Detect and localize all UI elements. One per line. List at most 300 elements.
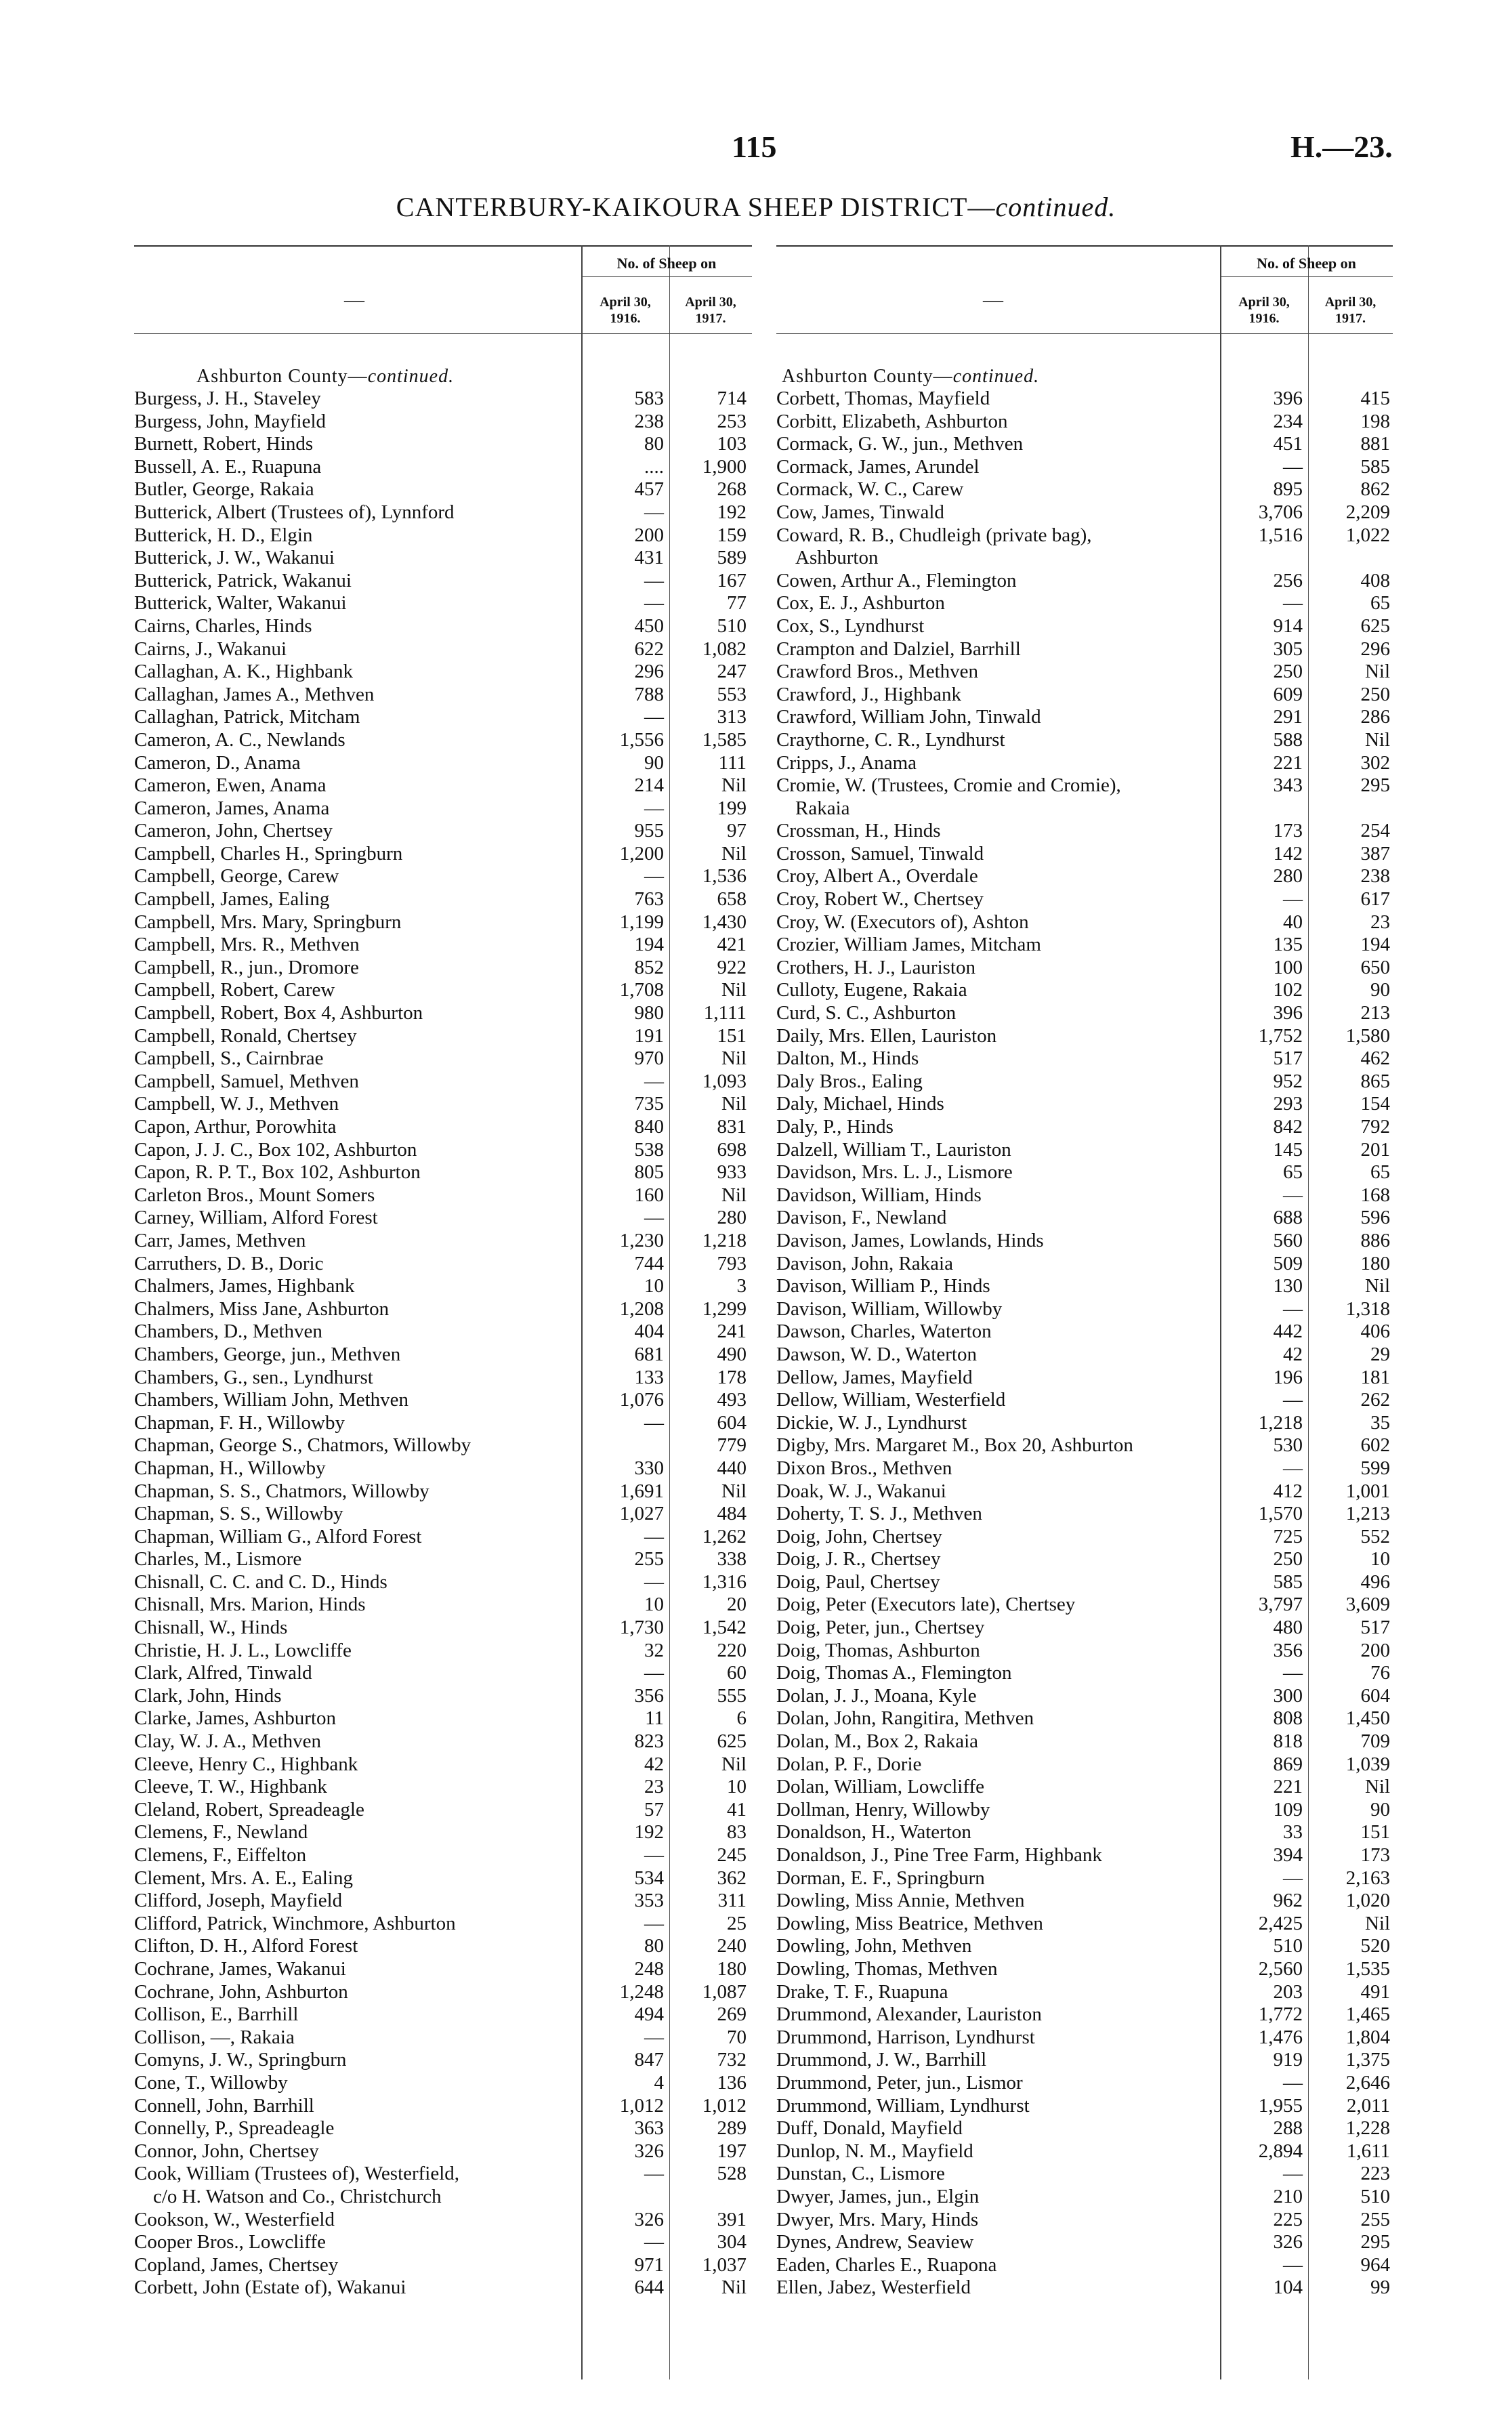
- entry-name: [776, 1389, 1215, 1412]
- entry-name: [134, 1844, 574, 1867]
- sheep-1917-value: 1,450: [1345, 1707, 1390, 1730]
- sheep-1917-value: 25: [727, 1912, 747, 1934]
- sheep-1916-value: 1,516: [1258, 524, 1303, 546]
- sheep-1916-value: 622: [634, 638, 664, 660]
- table-row: [134, 411, 752, 434]
- sheep-1917-value: 604: [717, 1411, 747, 1434]
- entry-name: [776, 1617, 1215, 1640]
- sheep-1917-value: 194: [1360, 934, 1390, 956]
- entry-name-line: Cairns, J., Wakanui: [134, 638, 287, 660]
- entry-name-line: Dellow, William, Westerfield: [776, 1389, 1006, 1411]
- entry-name: [776, 1412, 1215, 1435]
- table-row: [776, 1093, 1393, 1116]
- col2-line2: 1917.: [1335, 311, 1366, 326]
- entry-name-line: Clifton, D. H., Alford Forest: [134, 1935, 358, 1957]
- entry-name-line: Crawford, William John, Tinwald: [776, 706, 1041, 728]
- sheep-1917-value: 520: [1360, 1935, 1390, 1957]
- entry-name-line: Carney, William, Alford Forest: [134, 1207, 378, 1229]
- entry-name-line: Dowling, Thomas, Methven: [776, 1957, 998, 1980]
- entry-name-line: Cooper Bros., Lowcliffe: [134, 2231, 326, 2253]
- sheep-1916-value: 3,797: [1258, 1594, 1303, 1616]
- entry-name: [134, 2163, 574, 2208]
- sheep-1917-value: 254: [1360, 820, 1390, 842]
- table-row: [134, 1526, 752, 1549]
- table-row: [134, 911, 752, 934]
- left-rows: [134, 388, 752, 2300]
- entry-name: [134, 524, 574, 547]
- sheep-1916-value: 2,425: [1258, 1912, 1303, 1934]
- entry-name: [134, 1207, 574, 1230]
- sheep-1916-value: 10: [644, 1594, 664, 1616]
- entry-name-line: Cairns, Charles, Hinds: [134, 615, 312, 637]
- entry-name-line: Chapman, F. H., Willowby: [134, 1411, 345, 1434]
- entry-name-line: Chapman, S. S., Chatmors, Willowby: [134, 1480, 429, 1502]
- sheep-1916-value: 394: [1273, 1844, 1303, 1866]
- entry-name: [776, 2117, 1215, 2140]
- entry-name: [134, 1139, 574, 1162]
- sheep-1916-value: 1,570: [1258, 1503, 1303, 1525]
- sheep-1917-value: 213: [1360, 1002, 1390, 1024]
- entry-name-line: Clay, W. J. A., Methven: [134, 1730, 322, 1753]
- entry-name-line: Campbell, Mrs. Mary, Springburn: [134, 911, 402, 933]
- entry-name-line: Campbell, James, Ealing: [134, 888, 330, 911]
- entry-name-line: Carruthers, D. B., Doric: [134, 1252, 324, 1274]
- table-row: [776, 2163, 1393, 2186]
- sheep-1917-value: 181: [1360, 1366, 1390, 1388]
- name-column-header: —: [344, 289, 364, 311]
- entry-name: [776, 1913, 1215, 1936]
- page-reference: H.—23.: [1290, 129, 1393, 164]
- table-row: [776, 2003, 1393, 2026]
- table-row: [134, 1230, 752, 1253]
- entry-name: [134, 1047, 574, 1070]
- sheep-1916-value: 173: [1273, 820, 1303, 842]
- entry-name: [134, 2026, 574, 2050]
- entry-name-line: Dwyer, James, jun., Elgin: [776, 2185, 980, 2207]
- entry-name: [134, 1002, 574, 1025]
- entry-name-line: Burgess, John, Mayfield: [134, 410, 327, 432]
- table-row: [134, 1161, 752, 1184]
- table-row: [776, 638, 1393, 661]
- table-row: [134, 2140, 752, 2163]
- table-row: [134, 774, 752, 797]
- sheep-1916-value: —: [1283, 888, 1303, 911]
- sheep-1917-value: 862: [1360, 478, 1390, 501]
- sheep-1916-value: —: [1283, 1457, 1303, 1479]
- entry-name: [776, 706, 1215, 729]
- sheep-1917-value: 698: [717, 1138, 747, 1161]
- entry-name: [776, 1047, 1215, 1070]
- sheep-1917-value: 1,001: [1345, 1480, 1390, 1502]
- sheep-1917-value: 247: [717, 661, 747, 683]
- entry-name-line: Chapman, H., Willowby: [134, 1457, 326, 1479]
- sheep-1917-value: 585: [1360, 455, 1390, 478]
- sheep-1917-value: 440: [717, 1457, 747, 1479]
- entry-name: [776, 1526, 1215, 1549]
- sheep-1916-value: —: [644, 797, 664, 819]
- entry-name: [134, 638, 574, 661]
- sheep-1916-value: 288: [1273, 2117, 1303, 2140]
- entry-name: [776, 1753, 1215, 1776]
- table-row: [134, 1662, 752, 1685]
- entry-name: [776, 774, 1215, 820]
- entry-name: [134, 1594, 574, 1617]
- sheep-1917-value: 180: [717, 1957, 747, 1980]
- table-row: [134, 2209, 752, 2232]
- table-row: [134, 1821, 752, 1844]
- sheep-1917-value: 90: [1370, 1798, 1390, 1821]
- entry-name: [776, 1298, 1215, 1321]
- sheep-1916-value: —: [644, 2231, 664, 2253]
- sheep-1916-value: 1,230: [619, 1229, 664, 1251]
- entry-name-line: Campbell, W. J., Methven: [134, 1093, 339, 1115]
- sheep-1916-value: 293: [1273, 1093, 1303, 1115]
- entry-name: [776, 2049, 1215, 2072]
- sheep-1916-value: —: [1283, 1662, 1303, 1684]
- entry-name-line: Doig, Thomas, Ashburton: [776, 1639, 980, 1661]
- sheep-1916-value: 818: [1273, 1730, 1303, 1753]
- table-row: [134, 1685, 752, 1708]
- sheep-1917-value: Nil: [721, 979, 747, 1001]
- sheep-1916-value: 238: [634, 410, 664, 432]
- table-row: [776, 1025, 1393, 1048]
- sheep-1917-value: 295: [1360, 774, 1390, 797]
- sheep-1917-value: 1,262: [702, 1525, 747, 1547]
- county-name: Ashburton County—: [782, 366, 953, 387]
- sheep-1917-value: 1,022: [1345, 524, 1390, 546]
- table-row: [134, 1207, 752, 1230]
- entry-name-line: Drummond, Peter, jun., Lismor: [776, 2071, 1023, 2094]
- sheep-1917-value: 180: [1360, 1252, 1390, 1274]
- entry-name-line: Clemens, F., Eiffelton: [134, 1844, 307, 1866]
- sheep-1916-value: 330: [634, 1457, 664, 1479]
- entry-name-line: Butler, George, Rakaia: [134, 478, 314, 501]
- entry-name: [134, 2095, 574, 2118]
- entry-name-line: Carleton Bros., Mount Somers: [134, 1184, 375, 1206]
- entry-name: [776, 1480, 1215, 1503]
- entry-name-line: Capon, R. P. T., Box 102, Ashburton: [134, 1161, 421, 1184]
- table-row: [776, 1981, 1393, 2004]
- sheep-1916-value: 688: [1273, 1207, 1303, 1229]
- table-row: [776, 661, 1393, 684]
- entry-name-line: Dorman, E. F., Springburn: [776, 1867, 985, 1889]
- entry-name-line: Butterick, J. W., Wakanui: [134, 547, 335, 569]
- sheep-1916-value: —: [1283, 592, 1303, 615]
- sheep-1916-value: —: [1283, 2071, 1303, 2094]
- table-row: [134, 1321, 752, 1344]
- sheep-1917-value: 1,318: [1345, 1297, 1390, 1320]
- sheep-1916-value: 1,208: [619, 1297, 664, 1320]
- entry-name: [134, 592, 574, 615]
- sheep-1917-value: 3: [736, 1275, 747, 1297]
- sheep-1917-value: 269: [717, 2003, 747, 2026]
- entry-name: [134, 1935, 574, 1958]
- entry-name-line: Christie, H. J. L., Lowcliffe: [134, 1639, 352, 1661]
- table-row: [134, 1389, 752, 1412]
- entry-name: [134, 1640, 574, 1663]
- table-row: [134, 2072, 752, 2095]
- table-row: [776, 934, 1393, 957]
- entry-name: [134, 1253, 574, 1276]
- table-row: [776, 888, 1393, 911]
- column-1917-header: [1308, 294, 1393, 327]
- entry-name-line: Doig, Paul, Chertsey: [776, 1571, 940, 1593]
- sheep-1916-value: 962: [1273, 1890, 1303, 1912]
- sheep-1917-value: Nil: [1364, 728, 1390, 751]
- sheep-1916-value: 196: [1273, 1366, 1303, 1388]
- sheep-1917-value: 552: [1360, 1525, 1390, 1547]
- sheep-1917-value: 60: [727, 1662, 747, 1684]
- table-row: [776, 2276, 1393, 2300]
- entry-name: [776, 2276, 1215, 2300]
- entry-name-line: Davison, John, Rakaia: [776, 1252, 953, 1274]
- sheep-1917-value: 1,535: [1345, 1957, 1390, 1980]
- sheep-1916-value: 1,556: [619, 728, 664, 751]
- table-row: [776, 1753, 1393, 1776]
- entry-name-line: Daly Bros., Ealing: [776, 1070, 923, 1092]
- sheep-1917-value: 302: [1360, 751, 1390, 774]
- sheep-1917-value: 604: [1360, 1684, 1390, 1707]
- entry-name-line: Clifford, Patrick, Winchmore, Ashburton: [134, 1912, 456, 1934]
- sheep-1916-value: 300: [1273, 1684, 1303, 1707]
- entry-name: [134, 1958, 574, 1981]
- table-row: [776, 1548, 1393, 1571]
- sheep-1917-value: 1,804: [1345, 2026, 1390, 2048]
- entry-name-line: Cow, James, Tinwald: [776, 501, 944, 523]
- entry-name: [776, 1344, 1215, 1367]
- entry-name: [134, 1890, 574, 1913]
- entry-name: [776, 820, 1215, 843]
- entry-name: [134, 661, 574, 684]
- sheep-1916-value: 192: [634, 1821, 664, 1844]
- table-row: [776, 979, 1393, 1002]
- entry-name-line: Callaghan, Patrick, Mitcham: [134, 706, 360, 728]
- entry-name-line: Campbell, Robert, Carew: [134, 979, 335, 1001]
- entry-name-line: Doig, J. R., Chertsey: [776, 1548, 941, 1571]
- entry-name: [134, 2231, 574, 2254]
- sheep-1916-value: 2,560: [1258, 1957, 1303, 1980]
- entry-name-line: Davidson, William, Hinds: [776, 1184, 982, 1206]
- sheep-1916-value: 588: [1273, 728, 1303, 751]
- sheep-1917-value: 240: [717, 1935, 747, 1957]
- col1-line2: 1916.: [610, 311, 641, 326]
- table-row: [134, 1548, 752, 1571]
- entry-name: [776, 1116, 1215, 1139]
- entry-name-line: Dixon Bros., Methven: [776, 1457, 952, 1479]
- col2-line2: 1917.: [695, 311, 726, 326]
- sheep-1916-value: —: [644, 592, 664, 615]
- sheep-1917-value: Nil: [721, 1184, 747, 1206]
- entry-name-line: Burnett, Robert, Hinds: [134, 433, 314, 455]
- entry-name: [134, 615, 574, 638]
- sheep-1917-value: 10: [1370, 1548, 1390, 1571]
- sheep-1916-value: 4: [654, 2071, 664, 2094]
- entry-name-line: Crothers, H. J., Lauriston: [776, 956, 975, 978]
- sheep-1917-value: 1,299: [702, 1297, 747, 1320]
- sheep-1916-value: 919: [1273, 2049, 1303, 2071]
- entry-name: [134, 1526, 574, 1549]
- sheep-1916-value: 191: [634, 1024, 664, 1047]
- table-row: [776, 1457, 1393, 1480]
- sheep-1916-value: 214: [634, 774, 664, 797]
- sheep-1917-value: 496: [1360, 1571, 1390, 1593]
- entry-name: [776, 1093, 1215, 1116]
- entry-name: [134, 1321, 574, 1344]
- sheep-1917-value: 650: [1360, 956, 1390, 978]
- entry-name-line: Dowling, Miss Annie, Methven: [776, 1890, 1025, 1912]
- sheep-1917-value: 602: [1360, 1434, 1390, 1457]
- table-row: [776, 1526, 1393, 1549]
- table-row: [134, 1867, 752, 1890]
- entry-name-line: Crosson, Samuel, Tinwald: [776, 842, 984, 865]
- entry-name: [134, 1161, 574, 1184]
- table-row: [776, 1298, 1393, 1321]
- table-row: [134, 1412, 752, 1435]
- sheep-1917-value: 65: [1370, 592, 1390, 615]
- col2-line1: April 30,: [1324, 295, 1377, 310]
- table-row: [776, 1799, 1393, 1822]
- name-column-header: —: [983, 289, 1003, 311]
- sheep-1917-value: 1,611: [1346, 2140, 1390, 2162]
- table-row: [776, 1617, 1393, 1640]
- entry-name: [776, 570, 1215, 593]
- entry-name: [134, 2072, 574, 2095]
- column-1916-header: [581, 294, 669, 327]
- entry-name-line: Doherty, T. S. J., Methven: [776, 1503, 982, 1525]
- entry-name: [776, 1503, 1215, 1526]
- sheep-1916-value: 509: [1273, 1252, 1303, 1274]
- entry-name-line: Chambers, G., sen., Lyndhurst: [134, 1366, 373, 1388]
- table-row: [776, 570, 1393, 593]
- table-row: [776, 592, 1393, 615]
- entry-name: [134, 865, 574, 888]
- table-row: [776, 1685, 1393, 1708]
- entry-name-line: Chalmers, Miss Jane, Ashburton: [134, 1297, 390, 1320]
- table-row: [134, 1707, 752, 1730]
- table-row: [776, 2186, 1393, 2209]
- sheep-1917-value: 387: [1360, 842, 1390, 865]
- sheep-1917-value: 238: [1360, 865, 1390, 888]
- sheep-1917-value: 1,111: [703, 1002, 747, 1024]
- entry-name: [134, 1116, 574, 1139]
- entry-name-line: Dowling, Miss Beatrice, Methven: [776, 1912, 1043, 1934]
- entry-name-line: Clark, John, Hinds: [134, 1684, 282, 1707]
- entry-name: [776, 729, 1215, 752]
- sheep-1916-value: 805: [634, 1161, 664, 1184]
- sheep-1917-value: 280: [717, 1207, 747, 1229]
- entry-name-line: Campbell, Robert, Box 4, Ashburton: [134, 1002, 423, 1024]
- entry-name: [776, 1867, 1215, 1890]
- entry-name-line: Connor, John, Chertsey: [134, 2140, 319, 2162]
- table-top-rule: [134, 245, 752, 247]
- sheep-1916-value: 102: [1273, 979, 1303, 1001]
- entry-name-line: Drummond, Harrison, Lyndhurst: [776, 2026, 1035, 2048]
- entry-name-line: Chisnall, C. C. and C. D., Hinds: [134, 1571, 387, 1593]
- sheep-1917-value: 491: [1360, 1980, 1390, 2003]
- county-name: Ashburton County—: [196, 366, 368, 387]
- table-row: [134, 1844, 752, 1867]
- table-row: [776, 1002, 1393, 1025]
- sheep-1916-value: 451: [1273, 433, 1303, 455]
- entry-name: [776, 2231, 1215, 2254]
- entry-name: [134, 1662, 574, 1685]
- sheep-1916-value: 221: [1273, 1776, 1303, 1798]
- sheep-1916-value: 644: [634, 2276, 664, 2299]
- entry-name: [776, 1253, 1215, 1276]
- sheep-1917-value: 1,430: [702, 911, 747, 933]
- table-row: [776, 1116, 1393, 1139]
- entry-name-line: Callaghan, James A., Methven: [134, 683, 375, 705]
- table-row: [134, 1640, 752, 1663]
- sheep-1916-value: 534: [634, 1867, 664, 1889]
- table-row: [134, 888, 752, 911]
- table-row: [776, 1047, 1393, 1070]
- sheep-1916-value: 412: [1273, 1480, 1303, 1502]
- table-row: [776, 1412, 1393, 1435]
- table-row: [776, 1913, 1393, 1936]
- entry-name: [134, 706, 574, 729]
- entry-name: [134, 1412, 574, 1435]
- sheep-1917-value: 933: [717, 1161, 747, 1184]
- entry-name: [134, 1617, 574, 1640]
- entry-name: [776, 1139, 1215, 1162]
- entry-name-line: Cameron, John, Chertsey: [134, 820, 333, 842]
- entry-name: [134, 1184, 574, 1207]
- sheep-1916-value: 840: [634, 1116, 664, 1138]
- table-row: [776, 1867, 1393, 1890]
- sheep-1917-value: 1,039: [1345, 1753, 1390, 1775]
- sheep-1917-value: 1,536: [702, 865, 747, 888]
- table-row: [776, 1161, 1393, 1184]
- table-row: [134, 456, 752, 479]
- sheep-1916-value: 1,476: [1258, 2026, 1303, 2048]
- entry-name-line: Croy, W. (Executors of), Ashton: [776, 911, 1029, 933]
- sheep-1916-value: 33: [1283, 1821, 1303, 1844]
- col1-line2: 1916.: [1248, 311, 1280, 326]
- table-row: [134, 1753, 752, 1776]
- entry-name: [134, 1093, 574, 1116]
- entry-name: [134, 2276, 574, 2300]
- page-number: 115: [732, 129, 777, 164]
- entry-name: [776, 1730, 1215, 1753]
- table-row: [776, 1139, 1393, 1162]
- sheep-1917-value: 792: [1360, 1116, 1390, 1138]
- sheep-1916-value: 145: [1273, 1138, 1303, 1161]
- entry-name: [776, 957, 1215, 980]
- sheep-1917-value: 881: [1360, 433, 1390, 455]
- table-row: [134, 1184, 752, 1207]
- sheep-1917-value: 1,580: [1345, 1024, 1390, 1047]
- sheep-1917-value: 220: [717, 1639, 747, 1661]
- table-row: [134, 1116, 752, 1139]
- county-continued: continued.: [952, 366, 1040, 387]
- sheep-1916-value: 1,708: [619, 979, 664, 1001]
- sheep-1917-value: 10: [727, 1776, 747, 1798]
- entry-name: [134, 478, 574, 501]
- table-row: [776, 1480, 1393, 1503]
- entry-name: [134, 433, 574, 456]
- table-row: [776, 456, 1393, 479]
- table-row: [134, 979, 752, 1002]
- table-row: [776, 433, 1393, 456]
- table-row: [134, 570, 752, 593]
- entry-name-line: Drummond, William, Lyndhurst: [776, 2094, 1030, 2117]
- entry-name: [776, 979, 1215, 1002]
- table-row: [134, 592, 752, 615]
- sheep-1917-value: 831: [717, 1116, 747, 1138]
- table-row: [134, 1594, 752, 1617]
- sheep-1917-value: 159: [717, 524, 747, 546]
